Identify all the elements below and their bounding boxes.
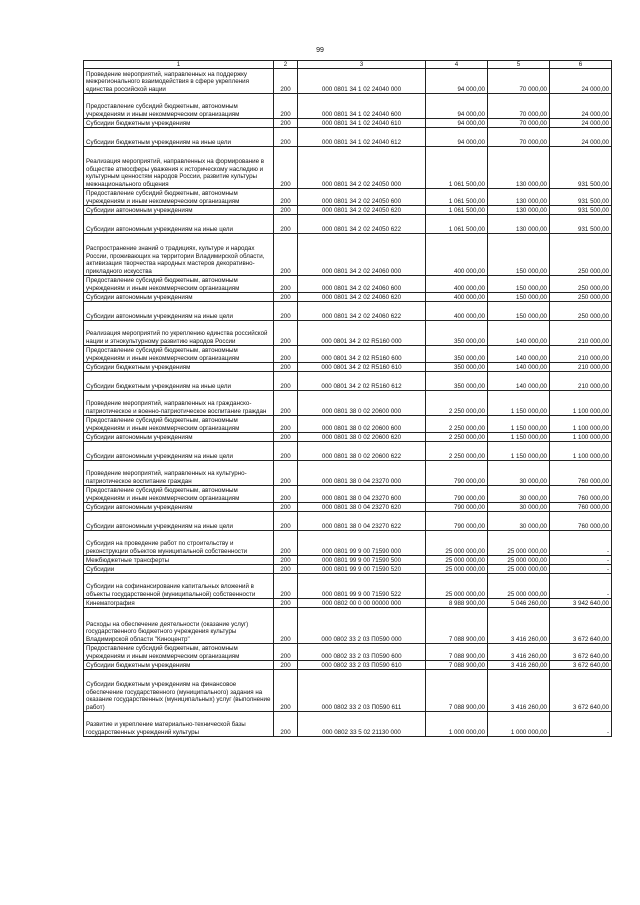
table-row [84,321,612,346]
table-cell-value-3: 24 000,00 [550,69,612,94]
table-cell-code: 000 0801 99 9 00 71590 520 [298,565,426,574]
table-cell-value-3: 931 500,00 [550,206,612,215]
table-cell-value-1: 1 061 500,00 [426,215,488,234]
table-row [84,599,612,608]
table-cell-name: Предоставление субсидий бюджетным, автономным учреждениям и иным некоммерческим организациям [84,189,274,206]
table-cell-admin: 200 [274,661,298,670]
table-cell-value-1: 350 000,00 [426,346,488,363]
table-row [84,670,612,712]
table-cell-code: 000 0801 34 2 02 24060 600 [298,276,426,293]
table-row [84,512,612,531]
table-cell-code: 000 0801 34 2 02 24050 000 [298,147,426,189]
table-cell-code: 000 0801 38 0 04 23270 622 [298,512,426,531]
table-row [84,346,612,363]
table-cell-name: Субсидии автономным учреждениям [84,293,274,302]
table-cell-value-1: 1 000 000,00 [426,712,488,737]
table-cell-name: Проведение мероприятий, направленных на поддержку межрегионального взаимодействия в сфере укрепления единства российской нации [84,69,274,94]
table-cell-value-2: 30 000,00 [488,512,550,531]
table-cell-value-2: 150 000,00 [488,293,550,302]
table-cell-name: Предоставление субсидий бюджетным, автономным учреждениям и иным некоммерческим организациям [84,94,274,119]
table-cell-value-2: 130 000,00 [488,189,550,206]
column-header: 5 [488,61,550,69]
table-cell-value-3: 1 100 000,00 [550,442,612,461]
table-row [84,293,612,302]
table-row [84,442,612,461]
table-cell-name: Субсидии автономным учреждениям [84,433,274,442]
table-cell-value-2: 140 000,00 [488,321,550,346]
table-cell-code: 000 0801 34 2 02 R5160 612 [298,372,426,391]
table-row [84,608,612,644]
table-cell-admin: 200 [274,302,298,321]
table-cell-admin: 200 [274,293,298,302]
column-header: 4 [426,61,488,69]
table-cell-value-2: 30 000,00 [488,461,550,486]
table-row [84,302,612,321]
table-cell-value-2: 3 416 260,00 [488,661,550,670]
table-cell-value-2: 30 000,00 [488,486,550,503]
table-cell-value-2: 150 000,00 [488,276,550,293]
table-cell-value-1: 790 000,00 [426,512,488,531]
table-cell-value-3: 3 672 640,00 [550,608,612,644]
table-cell-name: Предоставление субсидий бюджетным, автономным учреждениям и иным некоммерческим организациям [84,644,274,661]
table-cell-code: 000 0802 00 0 00 00000 000 [298,599,426,608]
table-cell-name: Субсидии на софинансирование капитальных вложений в объекты государственной (муниципальной) собственности [84,574,274,599]
table-cell-value-2: 25 000 000,00 [488,574,550,599]
table-cell-value-1: 350 000,00 [426,321,488,346]
table-cell-value-1: 2 250 000,00 [426,433,488,442]
table-cell-name: Субсидии бюджетным учреждениям [84,363,274,372]
table-cell-value-3: 250 000,00 [550,293,612,302]
table-cell-value-2: 150 000,00 [488,234,550,276]
table-cell-value-1: 790 000,00 [426,461,488,486]
table-cell-value-2: 150 000,00 [488,302,550,321]
table-cell-value-1: 2 250 000,00 [426,416,488,433]
table-cell-name: Кинематография [84,599,274,608]
table-cell-value-1: 400 000,00 [426,293,488,302]
table-cell-code: 000 0801 38 0 04 23270 000 [298,461,426,486]
table-cell-admin: 200 [274,276,298,293]
table-row [84,556,612,565]
column-header: 3 [298,61,426,69]
table-cell-value-1: 1 061 500,00 [426,189,488,206]
table-cell-value-2: 30 000,00 [488,503,550,512]
table-cell-value-1: 1 061 500,00 [426,206,488,215]
table-cell-value-1: 25 000 000,00 [426,556,488,565]
table-row [84,486,612,503]
table-cell-value-2: 5 046 260,00 [488,599,550,608]
table-cell-admin: 200 [274,94,298,119]
table-body [84,69,612,737]
table-cell-admin: 200 [274,433,298,442]
table-cell-value-3: 3 672 640,00 [550,670,612,712]
table-cell-code: 000 0802 33 2 03 П0590 611 [298,670,426,712]
table-cell-code: 000 0801 99 9 00 71590 522 [298,574,426,599]
page-number: 99 [316,47,324,54]
table-cell-name: Субсидии бюджетным учреждениям [84,661,274,670]
table-cell-name: Проведение мероприятий, направленных на культурно-патриотическое воспитание граждан [84,461,274,486]
table-cell-code: 000 0801 38 0 02 20600 622 [298,442,426,461]
table-cell-admin: 200 [274,215,298,234]
table-cell-value-1: 25 000 000,00 [426,574,488,599]
table-cell-value-2: 25 000 000,00 [488,565,550,574]
table-cell-value-3: 210 000,00 [550,346,612,363]
table-cell-name: Субсидии бюджетным учреждениям на иные цели [84,372,274,391]
table-cell-value-2: 1 150 000,00 [488,391,550,416]
table-cell-admin: 200 [274,119,298,128]
table-cell-name: Субсидии автономным учреждениям на иные цели [84,215,274,234]
table-cell-value-1: 1 061 500,00 [426,147,488,189]
table-row [84,461,612,486]
column-header: 6 [550,61,612,69]
table-cell-code: 000 0801 34 1 02 24040 612 [298,128,426,147]
table-cell-code: 000 0801 34 2 02 24050 600 [298,189,426,206]
table-row [84,147,612,189]
table-cell-value-2: 130 000,00 [488,147,550,189]
table-cell-value-3: 250 000,00 [550,276,612,293]
table-cell-value-2: 130 000,00 [488,206,550,215]
table-cell-name: Предоставление субсидий бюджетным, автономным учреждениям и иным некоммерческим организациям [84,276,274,293]
table-cell-value-3: 760 000,00 [550,486,612,503]
table-cell-admin: 200 [274,234,298,276]
table-cell-value-3: 3 672 640,00 [550,644,612,661]
table-row [84,94,612,119]
table-cell-value-3: 250 000,00 [550,234,612,276]
table-cell-admin: 200 [274,391,298,416]
table-cell-name: Расходы на обеспечение деятельности (оказание услуг) государственного бюджетного учреждения культуры Владимирской области "Киноцентр" [84,608,274,644]
table-row [84,372,612,391]
table-cell-admin: 200 [274,69,298,94]
table-cell-code: 000 0802 33 5 02 21130 000 [298,712,426,737]
table-cell-value-3: 3 942 640,00 [550,599,612,608]
table-cell-admin: 200 [274,206,298,215]
table-cell-value-2: 140 000,00 [488,363,550,372]
table-cell-value-1: 350 000,00 [426,372,488,391]
table-cell-code: 000 0801 38 0 02 20600 620 [298,433,426,442]
table-row [84,363,612,372]
table-cell-value-1: 94 000,00 [426,119,488,128]
table-cell-admin: 200 [274,599,298,608]
table-cell-name: Субсидии автономным учреждениям на иные цели [84,512,274,531]
table-cell-value-1: 94 000,00 [426,94,488,119]
table-cell-value-1: 7 088 900,00 [426,644,488,661]
table-cell-value-2: 140 000,00 [488,372,550,391]
table-cell-value-3: 24 000,00 [550,128,612,147]
table-cell-name: Предоставление субсидий бюджетным, автономным учреждениям и иным некоммерческим организациям [84,416,274,433]
table-cell-value-3: 210 000,00 [550,321,612,346]
table-cell-value-3: - [550,565,612,574]
table-cell-value-3: 210 000,00 [550,363,612,372]
table-cell-admin: 200 [274,346,298,363]
table-row [84,189,612,206]
table-cell-value-3: 1 100 000,00 [550,433,612,442]
table-cell-name: Субсидии автономным учреждениям на иные цели [84,302,274,321]
table-cell-name: Субсидии бюджетным учреждениям на иные цели [84,128,274,147]
table-cell-value-3: - [550,531,612,556]
table-row [84,531,612,556]
table-cell-name: Предоставление субсидий бюджетным, автономным учреждениям и иным некоммерческим организациям [84,486,274,503]
table-cell-value-3: 931 500,00 [550,189,612,206]
table-cell-value-3: 760 000,00 [550,461,612,486]
table-cell-value-2: 1 150 000,00 [488,416,550,433]
table-row [84,712,612,737]
table-cell-name: Распространение знаний о традициях, культуре и народах России, проживающих на территории Владимирской области, активизация творчества народных мастеров декоративно-прикладного искусства [84,234,274,276]
table-cell-admin: 200 [274,512,298,531]
table-cell-value-2: 70 000,00 [488,69,550,94]
table-cell-code: 000 0801 38 0 04 23270 600 [298,486,426,503]
table-cell-name: Межбюджетные трансферты [84,556,274,565]
table-cell-value-1: 25 000 000,00 [426,565,488,574]
table-cell-admin: 200 [274,363,298,372]
table-cell-admin: 200 [274,486,298,503]
table-cell-code: 000 0801 34 2 02 24050 620 [298,206,426,215]
table-cell-value-3: 760 000,00 [550,503,612,512]
table-cell-value-2: 70 000,00 [488,128,550,147]
table-cell-code: 000 0801 34 2 02 24050 622 [298,215,426,234]
table-cell-name: Субсидия на проведение работ по строительству и реконструкции объектов муниципальной собственности [84,531,274,556]
table-cell-code: 000 0801 34 1 02 24040 600 [298,94,426,119]
table-row [84,574,612,599]
table-row [84,565,612,574]
table-row [84,503,612,512]
table-cell-value-1: 8 988 900,00 [426,599,488,608]
table-cell-value-3: 250 000,00 [550,302,612,321]
table-cell-value-1: 94 000,00 [426,69,488,94]
table-cell-code: 000 0801 34 1 02 24040 000 [298,69,426,94]
table-cell-value-1: 790 000,00 [426,503,488,512]
table-cell-name: Реализация мероприятий, направленных на формирование в обществе атмосферы уважения к историческому наследию и культурным ценностям народов России, развитие культуры межнационального общения [84,147,274,189]
table-cell-value-3: 931 500,00 [550,215,612,234]
column-header: 1 [84,61,274,69]
table-cell-admin: 200 [274,608,298,644]
table-cell-value-2: 3 416 260,00 [488,670,550,712]
table-cell-code: 000 0801 38 0 02 20600 000 [298,391,426,416]
table-cell-code: 000 0801 38 0 02 20600 600 [298,416,426,433]
table-cell-name: Проведение мероприятий, направленных на гражданско-патриотическое и военно-патриотическое воспитание граждан [84,391,274,416]
table-cell-value-3: 24 000,00 [550,119,612,128]
table-cell-code: 000 0802 33 2 03 П0590 610 [298,661,426,670]
table-cell-name: Субсидии автономным учреждениям на иные цели [84,442,274,461]
table-row [84,206,612,215]
budget-table [83,60,612,737]
column-header: 2 [274,61,298,69]
table-cell-value-3: 760 000,00 [550,512,612,531]
table-row [84,433,612,442]
table-cell-admin: 200 [274,442,298,461]
table-cell-value-1: 350 000,00 [426,363,488,372]
table-row [84,234,612,276]
table-cell-name: Предоставление субсидий бюджетным, автономным учреждениям и иным некоммерческим организациям [84,346,274,363]
table-cell-value-2: 1 150 000,00 [488,433,550,442]
table-cell-value-1: 2 250 000,00 [426,442,488,461]
table-cell-code: 000 0801 38 0 04 23270 620 [298,503,426,512]
table-cell-admin: 200 [274,565,298,574]
table-cell-admin: 200 [274,670,298,712]
table-cell-value-2: 25 000 000,00 [488,531,550,556]
table-cell-value-3: - [550,712,612,737]
table-cell-value-3: 1 100 000,00 [550,391,612,416]
table-row [84,391,612,416]
table-cell-value-1: 400 000,00 [426,276,488,293]
table-cell-admin: 200 [274,321,298,346]
table-cell-admin: 200 [274,189,298,206]
header-row [84,61,612,69]
table-cell-value-3: 24 000,00 [550,94,612,119]
table-cell-code: 000 0801 34 1 02 24040 610 [298,119,426,128]
table-row [84,416,612,433]
table-cell-value-2: 70 000,00 [488,94,550,119]
table-cell-value-2: 3 416 260,00 [488,608,550,644]
table-row [84,69,612,94]
table-cell-value-1: 7 088 900,00 [426,608,488,644]
table-row [84,276,612,293]
table-cell-code: 000 0801 34 2 02 R5160 610 [298,363,426,372]
table-cell-value-1: 400 000,00 [426,302,488,321]
table-cell-value-2: 25 000 000,00 [488,556,550,565]
table-cell-name: Субсидии бюджетным учреждениям на финансовое обеспечение государственного (муниципального) задания на оказание государственных (муниципальных) услуг (выполнение работ) [84,670,274,712]
table-cell-code: 000 0801 34 2 02 24060 000 [298,234,426,276]
table-cell-name: Субсидии [84,565,274,574]
table-cell-name: Субсидии автономным учреждениям [84,503,274,512]
table-cell-admin: 200 [274,372,298,391]
table-cell-admin: 200 [274,556,298,565]
table-cell-admin: 200 [274,644,298,661]
table-cell-value-1: 7 088 900,00 [426,670,488,712]
table-cell-value-2: 140 000,00 [488,346,550,363]
table-cell-admin: 200 [274,416,298,433]
table-cell-code: 000 0801 99 9 00 71590 500 [298,556,426,565]
table-cell-admin: 200 [274,461,298,486]
table-cell-value-1: 7 088 900,00 [426,661,488,670]
table-cell-admin: 200 [274,147,298,189]
table-cell-admin: 200 [274,503,298,512]
table-cell-admin: 200 [274,531,298,556]
table-row [84,644,612,661]
table-cell-value-3: 3 672 640,00 [550,661,612,670]
table-cell-value-2: 130 000,00 [488,215,550,234]
table-cell-admin: 200 [274,574,298,599]
table-cell-value-2: 1 150 000,00 [488,442,550,461]
table-cell-value-1: 2 250 000,00 [426,391,488,416]
table-cell-value-2: 1 000 000,00 [488,712,550,737]
table-row [84,119,612,128]
table-cell-name: Реализация мероприятий по укреплению единства российской нации и этнокультурному развитию народов России [84,321,274,346]
table-cell-value-1: 400 000,00 [426,234,488,276]
table-cell-value-3: 1 100 000,00 [550,416,612,433]
table-row [84,215,612,234]
table-cell-admin: 200 [274,712,298,737]
table-cell-name: Развитие и укрепление материально-технической базы государственных учреждений культуры [84,712,274,737]
table-cell-code: 000 0802 33 2 03 П0590 000 [298,608,426,644]
table-cell-value-1: 790 000,00 [426,486,488,503]
table-cell-value-3: - [550,556,612,565]
table-cell-code: 000 0802 33 2 03 П0590 600 [298,644,426,661]
table-cell-value-2: 70 000,00 [488,119,550,128]
table-cell-code: 000 0801 99 9 00 71590 000 [298,531,426,556]
table-cell-value-2: 3 416 260,00 [488,644,550,661]
table-cell-name: Субсидии бюджетным учреждениям [84,119,274,128]
table-cell-code: 000 0801 34 2 02 R5160 000 [298,321,426,346]
table-cell-value-3: - [550,574,612,599]
table-cell-value-3: 210 000,00 [550,372,612,391]
table-cell-code: 000 0801 34 2 02 R5160 600 [298,346,426,363]
table-row [84,661,612,670]
table-row [84,128,612,147]
table-cell-name: Субсидии автономным учреждениям [84,206,274,215]
table-cell-value-3: 931 500,00 [550,147,612,189]
table-cell-value-1: 94 000,00 [426,128,488,147]
table-cell-code: 000 0801 34 2 02 24060 620 [298,293,426,302]
table-cell-value-1: 25 000 000,00 [426,531,488,556]
table-cell-admin: 200 [274,128,298,147]
table-cell-code: 000 0801 34 2 02 24060 622 [298,302,426,321]
